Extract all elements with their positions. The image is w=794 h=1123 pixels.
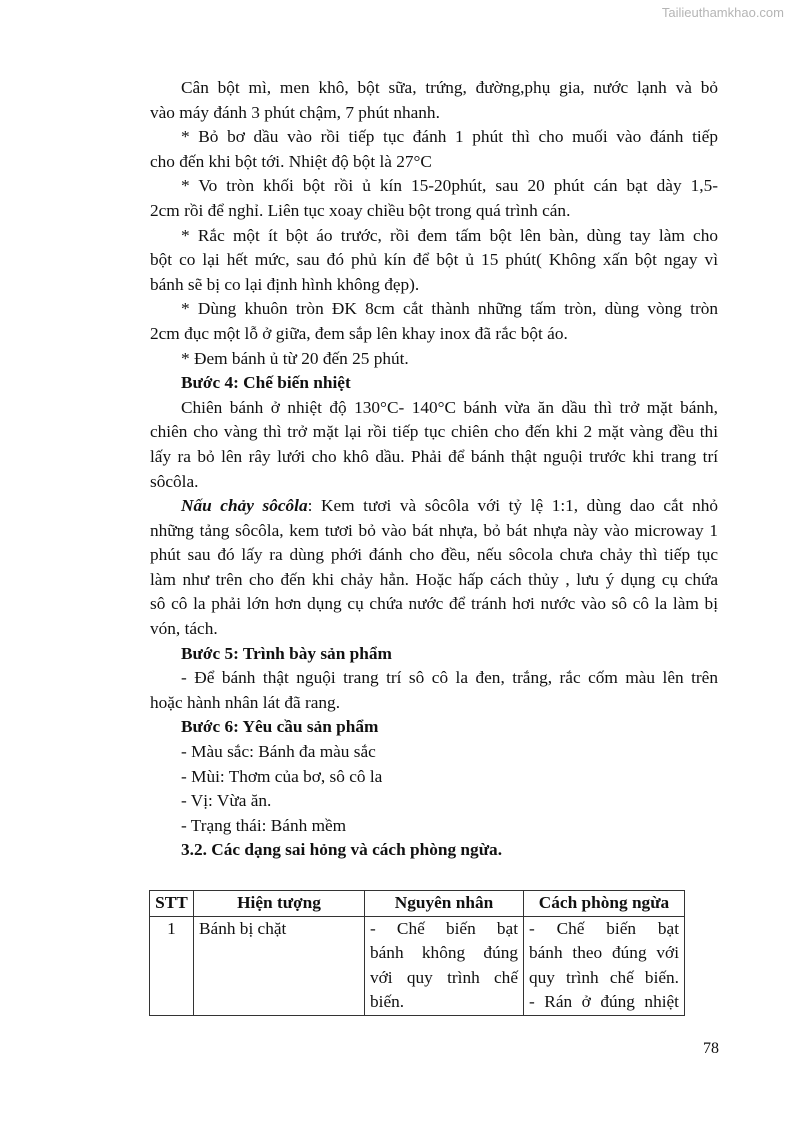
- text-line: [150, 666, 718, 691]
- line-text: Bước 5: Trình bày sản phẩm: [181, 643, 392, 663]
- line-text: Bước 6: Yêu cầu sản phẩm: [181, 717, 379, 737]
- line-text: bánh sẽ bị co lại định hình không đẹp).: [150, 274, 420, 294]
- cell-hien-tuong: Bánh bị chặt: [194, 916, 365, 1015]
- watermark: Tailieuthamkhao.com: [661, 5, 784, 20]
- text-line: [150, 789, 718, 814]
- cell-line: - Chế biến bạt: [529, 918, 679, 938]
- line-text: làm như trên cho đến khi chảy hẳn. Hoặc hấp cách thủy , lưu ý dụng cụ chứa: [150, 569, 718, 589]
- text-line: [150, 494, 718, 519]
- text-line: [150, 273, 718, 298]
- line-text: 2cm rồi để nghỉ. Liên tục xoay chiều bột trong quá trình cán.: [150, 200, 571, 220]
- cell-cach-phong-ngua: [524, 916, 685, 1015]
- line-text: - Trạng thái: Bánh mềm: [181, 815, 347, 835]
- line-text: * Bỏ bơ dầu vào rồi tiếp tục đánh 1 phút thì cho muối vào đánh tiếp: [181, 127, 718, 147]
- text-line: [150, 470, 718, 495]
- table-header-row: [150, 891, 685, 917]
- line-text: vào máy đánh 3 phút chậm, 7 phút nhanh.: [150, 102, 440, 122]
- line-text: Cân bột mì, men khô, bột sữa, trứng, đường,phụ gia, nước lạnh và bỏ: [181, 78, 718, 97]
- line-text: - Màu sắc: Bánh đa màu sắc: [181, 742, 376, 762]
- text-line: [150, 420, 718, 445]
- section-heading: [150, 715, 718, 740]
- line-text: sô cô la phải lớn hơn dụng cụ chứa nước để tránh hơi nước vào sô cô la làm bị: [150, 594, 718, 614]
- text-line: [150, 396, 718, 421]
- header-stt: STT: [150, 891, 194, 917]
- section-heading: [150, 371, 718, 396]
- line-text: Bước 4: Chế biến nhiệt: [181, 373, 351, 393]
- line-text: 3.2. Các dạng sai hỏng và cách phòng ngừa.: [181, 840, 503, 860]
- text-line: [150, 297, 718, 322]
- text-line: [150, 224, 718, 249]
- line-text: * Đem bánh ủ từ 20 đến 25 phút.: [181, 348, 409, 368]
- cell-line: - Rán ở đúng nhiệt: [529, 992, 679, 1012]
- text-line: [150, 543, 718, 568]
- header-nguyen-nhan: Nguyên nhân: [365, 891, 524, 917]
- emphasis-lead: Nấu chảy sôcôla: [181, 496, 308, 516]
- line-text: * Rắc một ít bột áo trước, rồi đem tấm bột lên bàn, dùng tay làm cho: [181, 225, 718, 245]
- text-line: [150, 174, 718, 199]
- line-text: sôcôla.: [150, 471, 199, 491]
- header-cach-phong-ngua: Cách phòng ngừa: [524, 891, 685, 917]
- cell-line: bánh không đúng: [370, 943, 518, 963]
- document-body: [150, 76, 718, 863]
- cell-stt: 1: [150, 916, 194, 1015]
- line-text: bột co lại hết mức, sau đó phủ kín để bột ủ 15 phút( Không xấn bột ngay vì: [150, 250, 718, 270]
- line-text: Chiên bánh ở nhiệt độ 130°C- 140°C bánh vừa ăn dầu thì trở mặt bánh,: [181, 397, 718, 417]
- text-line: [150, 248, 718, 273]
- text-line: [150, 76, 718, 101]
- text-line: [150, 199, 718, 224]
- text-line: [150, 125, 718, 150]
- text-line: [150, 592, 718, 617]
- section-heading: [150, 838, 718, 863]
- line-text: chiên cho vàng thì trở mặt lại rồi tiếp tục chiên cho đến khi 2 mặt vàng đều thi: [150, 422, 718, 442]
- line-text: lấy ra bỏ lên rây lưới cho khô dầu. Phải để bánh thật nguội trước khi trang trí: [150, 446, 718, 466]
- text-line: [150, 445, 718, 470]
- line-text: 2cm đục một lỗ ở giữa, đem sắp lên khay inox đã rắc bột áo.: [150, 323, 568, 343]
- page-number: 78: [703, 1040, 719, 1057]
- line-text: cho đến khi bột tới. Nhiệt độ bột là 27°C: [150, 151, 432, 171]
- line-text: - Để bánh thật nguội trang trí sô cô la đen, trắng, rắc cốm màu lên trên: [181, 668, 718, 688]
- cell-line: quy trình chế biến.: [529, 967, 679, 987]
- text-line: [150, 765, 718, 790]
- section-heading: [150, 642, 718, 667]
- defects-table: [149, 890, 685, 1016]
- text-line: [150, 568, 718, 593]
- line-text: * Dùng khuôn tròn ĐK 8cm cắt thành những tấm tròn, dùng vòng tròn: [181, 299, 718, 319]
- line-text: hoặc hành nhân lát đã rang.: [150, 692, 341, 712]
- line-text: vón, tách.: [150, 619, 218, 639]
- cell-line: bánh theo đúng với: [529, 943, 679, 963]
- line-text: - Vị: Vừa ăn.: [181, 791, 272, 811]
- header-hien-tuong: Hiện tượng: [194, 891, 365, 917]
- line-text: những tảng sôcôla, kem tươi bỏ vào bát nhựa, bỏ bát nhựa này vào microway 1: [150, 520, 718, 540]
- text-line: [150, 617, 718, 642]
- cell-nguyen-nhan: [365, 916, 524, 1015]
- text-line: [150, 101, 718, 126]
- table-row: [150, 916, 685, 1015]
- line-text: phút sau đó lấy ra dùng phới đánh cho đều, nếu sôcola chưa chảy thì tiếp tục: [150, 545, 718, 565]
- text-line: [150, 519, 718, 544]
- text-line: [150, 814, 718, 839]
- line-text: : Kem tươi và sôcôla với tỷ lệ 1:1, dùng dao cắt nhỏ: [307, 496, 718, 516]
- text-line: [150, 322, 718, 347]
- line-text: * Vo tròn khối bột rồi ủ kín 15-20phút, sau 20 phút cán bạt dày 1,5-: [181, 176, 718, 196]
- text-line: [150, 691, 718, 716]
- text-line: [150, 740, 718, 765]
- text-line: [150, 150, 718, 175]
- text-line: [150, 347, 718, 372]
- cell-line: biến.: [370, 992, 405, 1012]
- cell-line: - Chế biến bạt: [370, 918, 518, 938]
- line-text: - Mùi: Thơm của bơ, sô cô la: [181, 766, 383, 786]
- cell-line: với quy trình chế: [370, 967, 518, 987]
